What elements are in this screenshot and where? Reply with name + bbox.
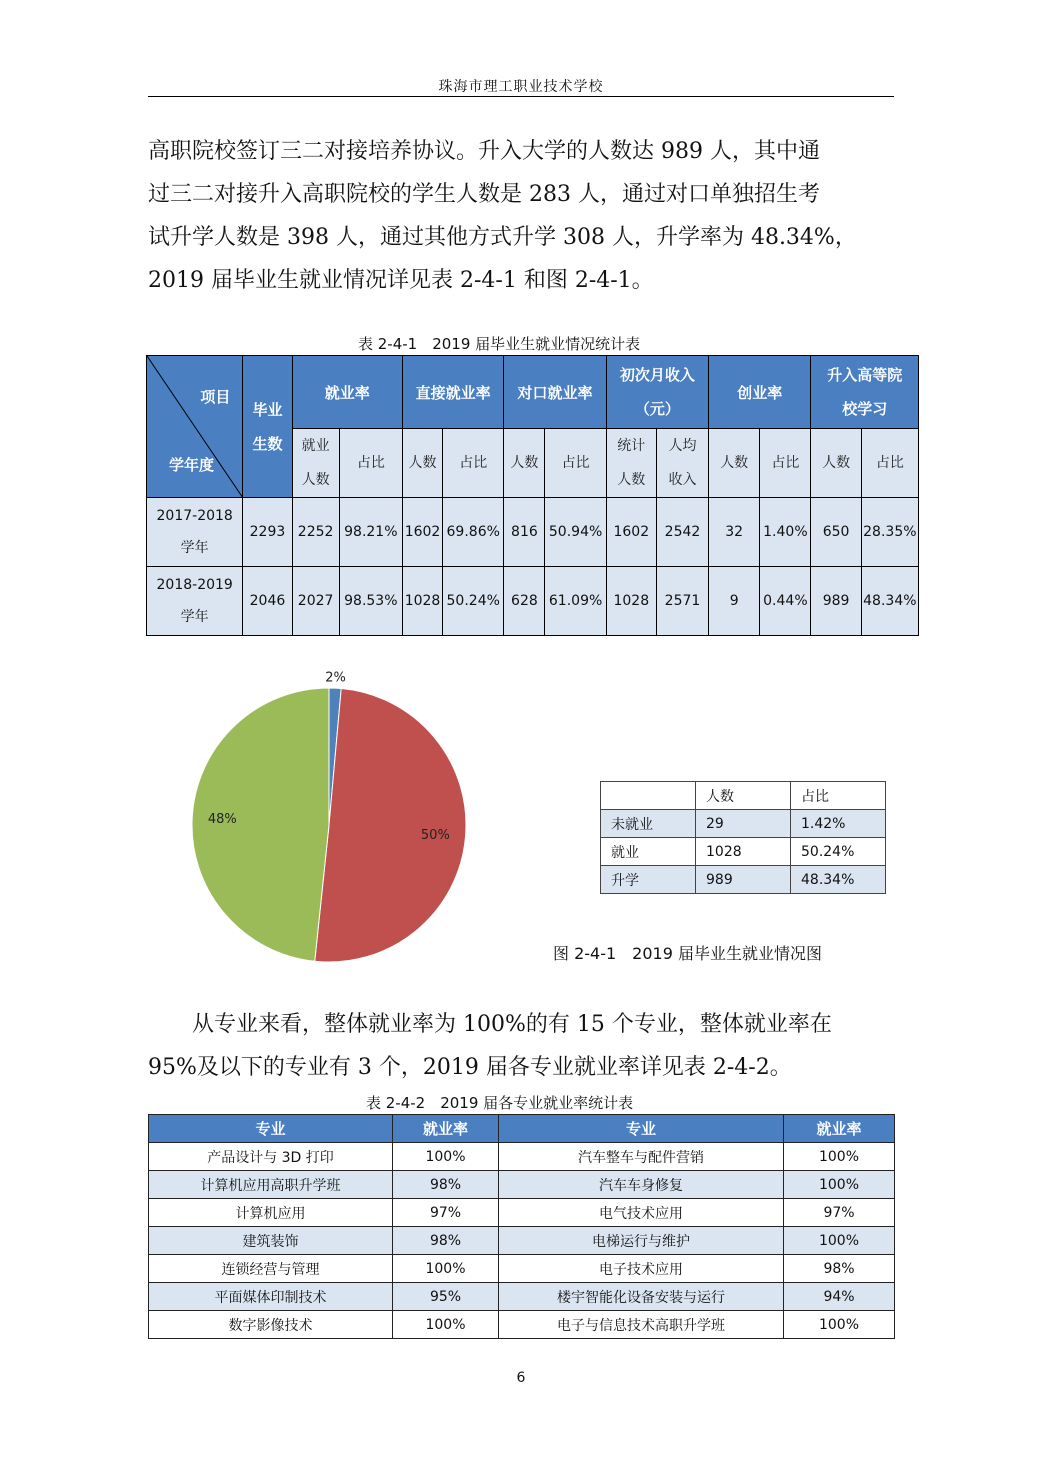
pie-data-table xyxy=(600,781,886,894)
table-cell: 计算机应用 xyxy=(149,1199,393,1227)
table-cell: 989 xyxy=(811,567,861,636)
table-row xyxy=(147,567,919,636)
subheader: 人均 收入 xyxy=(656,429,708,498)
paragraph-1 xyxy=(148,130,894,302)
table-row xyxy=(149,1283,895,1311)
table-cell: 29 xyxy=(696,810,791,838)
year-cell: 2017-2018 学年 xyxy=(147,498,243,567)
column-header: 就业率 xyxy=(393,1115,499,1143)
corner-header xyxy=(147,356,243,498)
employment-table xyxy=(146,355,919,636)
table-cell: 2571 xyxy=(656,567,708,636)
subheader: 就业 人数 xyxy=(292,429,339,498)
paragraph-line: 从专业来看，整体就业率为 100%的有 15 个专业，整体就业率在 xyxy=(148,1012,832,1037)
header-divider xyxy=(148,96,894,97)
pie-label-0: 2% xyxy=(325,670,346,686)
table-cell: 816 xyxy=(504,498,545,567)
corner-diagonal xyxy=(147,356,243,498)
table-cell: 48.34% xyxy=(791,866,886,894)
table-cell: 数字影像技术 xyxy=(149,1311,393,1339)
table-cell: 94% xyxy=(784,1283,895,1311)
table-cell xyxy=(601,782,696,810)
table-cell: 2027 xyxy=(292,567,339,636)
table-cell: 98.53% xyxy=(339,567,402,636)
table-row xyxy=(149,1311,895,1339)
table-cell: 100% xyxy=(393,1311,499,1339)
table-cell: 计算机应用高职升学班 xyxy=(149,1171,393,1199)
table-row xyxy=(601,866,886,894)
table-cell: 28.35% xyxy=(861,498,918,567)
startup-rate-header: 创业率 xyxy=(709,356,811,429)
major-employment-table xyxy=(148,1114,895,1339)
paragraph-2 xyxy=(148,1003,894,1089)
subheader: 人数 xyxy=(709,429,760,498)
table-row xyxy=(601,838,886,866)
table-cell: 电气技术应用 xyxy=(499,1199,784,1227)
subheader: 占比 xyxy=(339,429,402,498)
table-cell: 2252 xyxy=(292,498,339,567)
column-header: 就业率 xyxy=(784,1115,895,1143)
table-cell: 2542 xyxy=(656,498,708,567)
direct-rate-header: 直接就业率 xyxy=(402,356,503,429)
paragraph-line: 试升学人数是 398 人，通过其他方式升学 308 人，升学率为 48.34%， xyxy=(148,225,857,250)
table-cell: 100% xyxy=(784,1311,895,1339)
corner-bottom-label: 学年度 xyxy=(169,456,215,474)
subheader: 人数 xyxy=(504,429,545,498)
table-cell: 1.42% xyxy=(791,810,886,838)
table-cell: 98% xyxy=(784,1255,895,1283)
table-cell: 就业 xyxy=(601,838,696,866)
column-header: 专业 xyxy=(149,1115,393,1143)
pie-label-1: 50% xyxy=(420,827,450,843)
table-cell: 9 xyxy=(709,567,760,636)
table-cell: 1028 xyxy=(402,567,442,636)
column-header: 专业 xyxy=(499,1115,784,1143)
table-cell: 汽车整车与配件营销 xyxy=(499,1143,784,1171)
table-cell: 69.86% xyxy=(443,498,504,567)
table-cell: 50.24% xyxy=(791,838,886,866)
table-cell: 1602 xyxy=(606,498,656,567)
table-cell: 1028 xyxy=(696,838,791,866)
table-cell: 2293 xyxy=(243,498,292,567)
table-cell: 1602 xyxy=(402,498,442,567)
table-cell: 98% xyxy=(393,1227,499,1255)
table-cell: 989 xyxy=(696,866,791,894)
table-cell: 2046 xyxy=(243,567,292,636)
table-cell: 650 xyxy=(811,498,861,567)
table-cell: 楼宇智能化设备安装与运行 xyxy=(499,1283,784,1311)
year-cell: 2018-2019 学年 xyxy=(147,567,243,636)
subheader: 占比 xyxy=(861,429,918,498)
corner-top-label: 项目 xyxy=(200,388,231,406)
subheader: 占比 xyxy=(545,429,606,498)
table1-caption: 表 2-4-1 2019 届毕业生就业情况统计表 xyxy=(358,335,641,353)
employ-rate-header: 就业率 xyxy=(292,356,402,429)
subheader: 人数 xyxy=(402,429,442,498)
subheader: 人数 xyxy=(811,429,861,498)
table-cell: 100% xyxy=(393,1143,499,1171)
table-cell: 未就业 xyxy=(601,810,696,838)
table-cell: 占比 xyxy=(791,782,886,810)
table-cell: 98% xyxy=(393,1171,499,1199)
grads-header: 毕业 生数 xyxy=(243,356,292,498)
table-cell: 628 xyxy=(504,567,545,636)
table-cell: 97% xyxy=(784,1199,895,1227)
table-cell: 97% xyxy=(393,1199,499,1227)
subheader: 占比 xyxy=(760,429,811,498)
table-cell: 汽车车身修复 xyxy=(499,1171,784,1199)
pie-label-2: 48% xyxy=(207,811,237,827)
paragraph-line: 2019 届毕业生就业情况详见表 2-4-1 和图 2-4-1。 xyxy=(148,268,654,293)
table-cell: 50.94% xyxy=(545,498,606,567)
table-cell: 1.40% xyxy=(760,498,811,567)
table-cell: 48.34% xyxy=(861,567,918,636)
table-row xyxy=(601,810,886,838)
table-cell: 100% xyxy=(784,1171,895,1199)
page-header: 珠海市理工职业技术学校 xyxy=(438,79,604,95)
pie-slice-1 xyxy=(315,689,466,962)
table-cell: 连锁经营与管理 xyxy=(149,1255,393,1283)
table-cell: 建筑装饰 xyxy=(149,1227,393,1255)
table-cell: 50.24% xyxy=(443,567,504,636)
table-row xyxy=(149,1227,895,1255)
table-cell: 100% xyxy=(393,1255,499,1283)
table2-caption: 表 2-4-2 2019 届各专业就业率统计表 xyxy=(366,1094,634,1112)
table-cell: 98.21% xyxy=(339,498,402,567)
table-cell: 32 xyxy=(709,498,760,567)
higher-edu-header: 升入高等院 校学习 xyxy=(811,356,919,429)
paragraph-line: 高职院校签订三二对接培养协议。升入大学的人数达 989 人，其中通 xyxy=(148,139,820,164)
table-cell: 61.09% xyxy=(545,567,606,636)
page-number: 6 xyxy=(516,1370,526,1386)
paragraph-line: 95%及以下的专业有 3 个，2019 届各专业就业率详见表 2-4-2。 xyxy=(148,1055,792,1080)
table-row xyxy=(149,1143,895,1171)
table-cell: 95% xyxy=(393,1283,499,1311)
table-row xyxy=(149,1199,895,1227)
table-row xyxy=(601,782,886,810)
table-row xyxy=(149,1171,895,1199)
table-cell: 人数 xyxy=(696,782,791,810)
subheader: 统计 人数 xyxy=(606,429,656,498)
subheader: 占比 xyxy=(443,429,504,498)
table-cell: 升学 xyxy=(601,866,696,894)
table-row xyxy=(149,1255,895,1283)
employment-pie-chart xyxy=(180,665,480,975)
table-cell: 产品设计与 3D 打印 xyxy=(149,1143,393,1171)
table-row xyxy=(147,498,919,567)
table-cell: 平面媒体印制技术 xyxy=(149,1283,393,1311)
income-header: 初次月收入 （元） xyxy=(606,356,708,429)
match-rate-header: 对口就业率 xyxy=(504,356,606,429)
table-cell: 电梯运行与维护 xyxy=(499,1227,784,1255)
table-cell: 0.44% xyxy=(760,567,811,636)
table-cell: 1028 xyxy=(606,567,656,636)
paragraph-line: 过三二对接升入高职院校的学生人数是 283 人，通过对口单独招生考 xyxy=(148,182,820,207)
table-cell: 100% xyxy=(784,1227,895,1255)
table-cell: 电子技术应用 xyxy=(499,1255,784,1283)
table-cell: 100% xyxy=(784,1143,895,1171)
table-cell: 电子与信息技术高职升学班 xyxy=(499,1311,784,1339)
figure-caption: 图 2-4-1 2019 届毕业生就业情况图 xyxy=(553,944,822,963)
